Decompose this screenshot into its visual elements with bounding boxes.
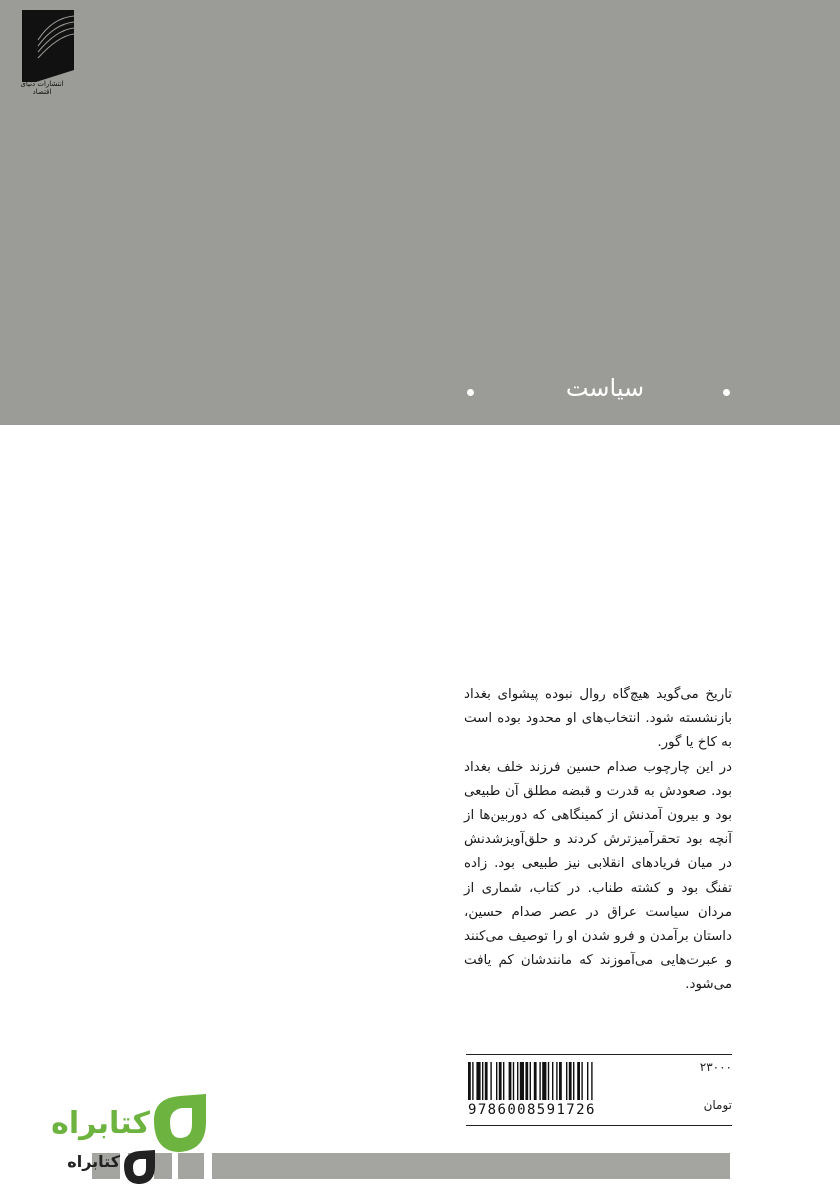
barcode-bar — [559, 1062, 562, 1100]
barcode-bar — [503, 1062, 504, 1100]
currency-label: تومان — [703, 1098, 732, 1112]
barcode-bar — [587, 1062, 588, 1100]
barcode-bottom-rule — [466, 1125, 732, 1126]
leaf-icon-small — [120, 1148, 158, 1186]
barcode-bar — [552, 1062, 553, 1100]
barcode-bar — [569, 1062, 572, 1100]
barcode-bar — [513, 1062, 514, 1100]
bottom-strip-bar — [212, 1153, 730, 1179]
barcode-bar — [542, 1062, 546, 1100]
barcode-bar — [530, 1062, 531, 1100]
publisher-name: انتشارات دنیای اقتصاد — [20, 80, 64, 96]
back-cover-blurb — [464, 683, 732, 998]
cover-top-band — [0, 0, 840, 425]
blurb-paragraph-2: در این چارچوب صدام حسین فرزند خلف بغداد بود. صعودش به قدرت و قبضه مطلق آن طبیعی بود و بیرون آمدنش از کمینگاهی که دوربین‌ها از آنچه بود تحقرآمیزترش کردند و حلق‌آویزشدنش در میان فریادهای انقلابی نیز طبیعی بود. زاده تفنگ بود و کشته طناب. در کتاب، شماری از مردان سیاست عراق در عصر صدام حسین، داستان برآمدن و فرو شدن او را توصیف می‌کنند و عبرت‌هایی می‌آموزند که مانندشان کم یافت می‌شود. — [464, 759, 732, 993]
barcode-bar — [499, 1062, 502, 1100]
isbn-number: 9786008591726 — [468, 1102, 596, 1118]
barcode-bar — [566, 1062, 567, 1100]
barcode-bar — [509, 1062, 512, 1100]
blurb-paragraph-1: تاریخ می‌گوید هیچ‌گاه روال نبوده پیشوای بغداد بازنشسته شود. انتخاب‌های او محدود بوده است به کاخ یا گور. — [464, 687, 732, 751]
watermark-logo — [40, 1092, 220, 1187]
price-label: ۲۳۰۰۰ — [699, 1060, 732, 1074]
barcode-bar — [548, 1062, 549, 1100]
bullet-dot-right — [723, 389, 730, 396]
barcode-bar — [577, 1062, 580, 1100]
barcode-image — [468, 1062, 646, 1102]
barcode-bar — [496, 1062, 497, 1100]
bullet-dot-left — [467, 389, 474, 396]
barcode-bar — [539, 1062, 540, 1100]
watermark-label-large: کتابراه — [51, 1106, 150, 1141]
barcode-bar — [591, 1062, 592, 1100]
barcode-bar — [525, 1062, 528, 1100]
barcode-bar — [556, 1062, 557, 1100]
barcode-bar — [485, 1062, 488, 1100]
barcode-bar — [534, 1062, 537, 1100]
barcode-bar — [517, 1062, 518, 1100]
barcode-bar — [482, 1062, 483, 1100]
category-title: سیاست — [565, 374, 645, 402]
barcode-top-rule — [466, 1054, 732, 1055]
barcode-bar — [490, 1062, 491, 1100]
barcode-bar — [573, 1062, 574, 1100]
barcode-bar — [520, 1062, 524, 1100]
category-row — [455, 370, 745, 410]
barcode-bar — [581, 1062, 582, 1100]
barcode-bar — [468, 1062, 471, 1100]
barcode-bar — [476, 1062, 480, 1100]
barcode-block — [466, 1054, 732, 1126]
barcode-bar — [472, 1062, 473, 1100]
leaf-icon — [148, 1092, 210, 1156]
watermark-label-small: کتابراه — [67, 1152, 120, 1171]
